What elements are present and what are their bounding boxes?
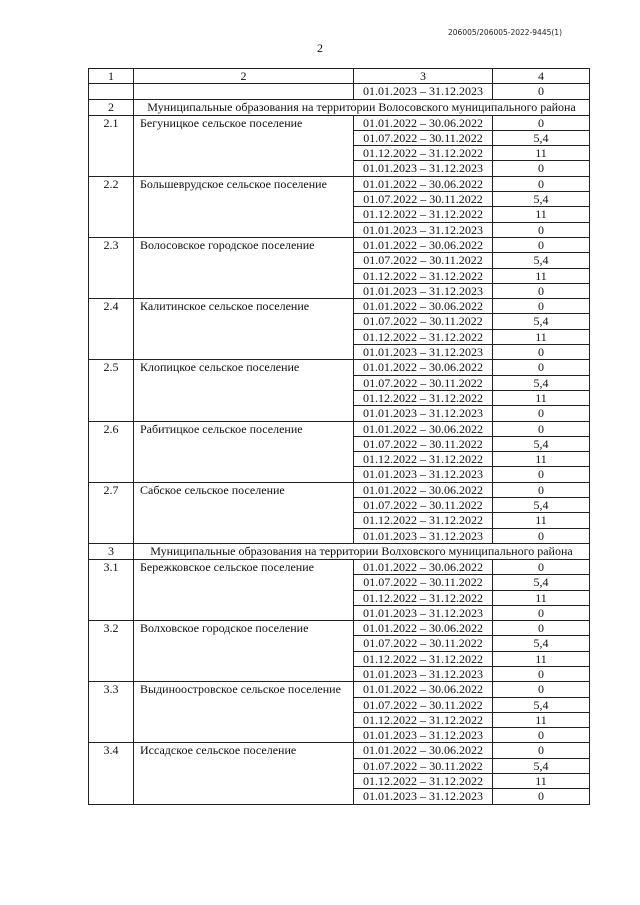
- period-cell: 01.01.2023 – 31.12.2023: [354, 406, 493, 421]
- value-cell: 5,4: [493, 498, 590, 513]
- period-cell: 01.01.2023 – 31.12.2023: [354, 345, 493, 360]
- item-number: 2.5: [89, 360, 134, 421]
- group-row: [89, 543, 590, 559]
- group-number: 2: [89, 99, 134, 115]
- value-cell: 0: [493, 528, 590, 543]
- value-cell: 5,4: [493, 436, 590, 451]
- value-cell: 0: [493, 682, 590, 697]
- rates-table: [88, 68, 590, 805]
- value-cell: 0: [493, 728, 590, 743]
- period-cell: 01.01.2023 – 31.12.2023: [354, 666, 493, 681]
- settlement-name: Калитинское сельское поселение: [134, 299, 354, 360]
- settlement-name: Бережковское сельское поселение: [134, 559, 354, 620]
- value-cell: 0: [493, 482, 590, 497]
- item-number: 2.1: [89, 115, 134, 176]
- period-cell: 01.01.2022 – 30.06.2022: [354, 743, 493, 758]
- item-number: 3.4: [89, 743, 134, 804]
- value-cell: 11: [493, 774, 590, 789]
- value-cell: 0: [493, 161, 590, 176]
- period-cell: 01.01.2023 – 31.12.2023: [354, 528, 493, 543]
- group-title: Муниципальные образования на территории Волосовского муниципального района: [134, 99, 590, 115]
- item-number: 3.1: [89, 559, 134, 620]
- period-cell: 01.01.2023 – 31.12.2023: [354, 467, 493, 482]
- settlement-name: Рабитицкое сельское поселение: [134, 421, 354, 482]
- value-cell: 11: [493, 513, 590, 528]
- value-cell: 0: [493, 84, 590, 99]
- period-cell: 01.01.2022 – 30.06.2022: [354, 621, 493, 636]
- period-cell: 01.07.2022 – 30.11.2022: [354, 758, 493, 773]
- period-cell: 01.07.2022 – 30.11.2022: [354, 636, 493, 651]
- item-number: 2.4: [89, 299, 134, 360]
- value-cell: 11: [493, 329, 590, 344]
- settlement-name: Выдиноостровское сельское поселение: [134, 682, 354, 743]
- value-cell: 5,4: [493, 758, 590, 773]
- period-cell: 01.07.2022 – 30.11.2022: [354, 498, 493, 513]
- empty-cell: [89, 84, 134, 99]
- value-cell: 0: [493, 406, 590, 421]
- table-row: [89, 115, 590, 130]
- period-cell: 01.01.2022 – 30.06.2022: [354, 115, 493, 130]
- period-cell: 01.12.2022 – 31.12.2022: [354, 329, 493, 344]
- period-cell: 01.12.2022 – 31.12.2022: [354, 513, 493, 528]
- period-cell: 01.01.2022 – 30.06.2022: [354, 559, 493, 574]
- group-row: [89, 99, 590, 115]
- value-cell: 11: [493, 651, 590, 666]
- period-cell: 01.12.2022 – 31.12.2022: [354, 774, 493, 789]
- period-cell: 01.12.2022 – 31.12.2022: [354, 207, 493, 222]
- value-cell: 0: [493, 345, 590, 360]
- period-cell: 01.01.2022 – 30.06.2022: [354, 299, 493, 314]
- value-cell: 0: [493, 666, 590, 681]
- value-cell: 0: [493, 743, 590, 758]
- settlement-name: Бегуницкое сельское поселение: [134, 115, 354, 176]
- continuation-row: [89, 84, 590, 99]
- settlement-name: Волховское городское поселение: [134, 621, 354, 682]
- period-cell: 01.12.2022 – 31.12.2022: [354, 712, 493, 727]
- settlement-name: Иссадское сельское поселение: [134, 743, 354, 804]
- value-cell: 5,4: [493, 314, 590, 329]
- value-cell: 0: [493, 467, 590, 482]
- value-cell: 5,4: [493, 375, 590, 390]
- period-cell: 01.01.2022 – 30.06.2022: [354, 237, 493, 252]
- value-cell: 0: [493, 605, 590, 620]
- settlement-name: Волосовское городское поселение: [134, 237, 354, 298]
- period-cell: 01.07.2022 – 30.11.2022: [354, 253, 493, 268]
- value-cell: 5,4: [493, 697, 590, 712]
- value-cell: 0: [493, 283, 590, 298]
- value-cell: 11: [493, 268, 590, 283]
- value-cell: 0: [493, 421, 590, 436]
- header-cell: 3: [354, 69, 493, 84]
- table-row: [89, 559, 590, 574]
- period-cell: 01.01.2023 – 31.12.2023: [354, 161, 493, 176]
- period-cell: 01.01.2022 – 30.06.2022: [354, 176, 493, 191]
- table-row: [89, 621, 590, 636]
- period-cell: 01.12.2022 – 31.12.2022: [354, 146, 493, 161]
- period-cell: 01.07.2022 – 30.11.2022: [354, 436, 493, 451]
- value-cell: 5,4: [493, 575, 590, 590]
- value-cell: 5,4: [493, 192, 590, 207]
- group-title: Муниципальные образования на территории Волховского муниципального района: [134, 543, 590, 559]
- header-cell: 2: [134, 69, 354, 84]
- period-cell: 01.01.2022 – 30.06.2022: [354, 421, 493, 436]
- header-row: [89, 69, 590, 84]
- period-cell: 01.01.2023 – 31.12.2023: [354, 84, 493, 99]
- period-cell: 01.12.2022 – 31.12.2022: [354, 390, 493, 405]
- group-number: 3: [89, 543, 134, 559]
- item-number: 2.2: [89, 176, 134, 237]
- period-cell: 01.01.2023 – 31.12.2023: [354, 222, 493, 237]
- page-number: 2: [317, 41, 323, 55]
- value-cell: 11: [493, 452, 590, 467]
- settlement-name: Сабское сельское поселение: [134, 482, 354, 543]
- table-row: [89, 299, 590, 314]
- table-row: [89, 237, 590, 252]
- value-cell: 0: [493, 299, 590, 314]
- value-cell: 5,4: [493, 130, 590, 145]
- table-row: [89, 482, 590, 497]
- table-row: [89, 360, 590, 375]
- period-cell: 01.01.2022 – 30.06.2022: [354, 682, 493, 697]
- value-cell: 0: [493, 115, 590, 130]
- period-cell: 01.01.2023 – 31.12.2023: [354, 283, 493, 298]
- period-cell: 01.12.2022 – 31.12.2022: [354, 452, 493, 467]
- table-row: [89, 743, 590, 758]
- value-cell: 11: [493, 207, 590, 222]
- period-cell: 01.12.2022 – 31.12.2022: [354, 651, 493, 666]
- period-cell: 01.07.2022 – 30.11.2022: [354, 697, 493, 712]
- value-cell: 11: [493, 590, 590, 605]
- period-cell: 01.01.2023 – 31.12.2023: [354, 605, 493, 620]
- document-id: 206005/206005-2022-9445(1): [448, 28, 562, 37]
- period-cell: 01.01.2022 – 30.06.2022: [354, 482, 493, 497]
- header-cell: 4: [493, 69, 590, 84]
- value-cell: 0: [493, 360, 590, 375]
- table-row: [89, 176, 590, 191]
- value-cell: 11: [493, 390, 590, 405]
- period-cell: 01.07.2022 – 30.11.2022: [354, 192, 493, 207]
- period-cell: 01.01.2023 – 31.12.2023: [354, 728, 493, 743]
- value-cell: 0: [493, 176, 590, 191]
- period-cell: 01.07.2022 – 30.11.2022: [354, 314, 493, 329]
- header-cell: 1: [89, 69, 134, 84]
- value-cell: 5,4: [493, 636, 590, 651]
- value-cell: 0: [493, 237, 590, 252]
- item-number: 3.3: [89, 682, 134, 743]
- value-cell: 0: [493, 559, 590, 574]
- period-cell: 01.12.2022 – 31.12.2022: [354, 268, 493, 283]
- table-row: [89, 682, 590, 697]
- period-cell: 01.12.2022 – 31.12.2022: [354, 590, 493, 605]
- item-number: 3.2: [89, 621, 134, 682]
- table-row: [89, 421, 590, 436]
- settlement-name: Большеврудское сельское поселение: [134, 176, 354, 237]
- period-cell: 01.07.2022 – 30.11.2022: [354, 130, 493, 145]
- period-cell: 01.07.2022 – 30.11.2022: [354, 575, 493, 590]
- value-cell: 0: [493, 621, 590, 636]
- value-cell: 0: [493, 222, 590, 237]
- value-cell: 5,4: [493, 253, 590, 268]
- period-cell: 01.01.2023 – 31.12.2023: [354, 789, 493, 804]
- period-cell: 01.07.2022 – 30.11.2022: [354, 375, 493, 390]
- value-cell: 11: [493, 146, 590, 161]
- period-cell: 01.01.2022 – 30.06.2022: [354, 360, 493, 375]
- item-number: 2.3: [89, 237, 134, 298]
- settlement-name: Клопицкое сельское поселение: [134, 360, 354, 421]
- value-cell: 0: [493, 789, 590, 804]
- item-number: 2.7: [89, 482, 134, 543]
- value-cell: 11: [493, 712, 590, 727]
- empty-cell: [134, 84, 354, 99]
- item-number: 2.6: [89, 421, 134, 482]
